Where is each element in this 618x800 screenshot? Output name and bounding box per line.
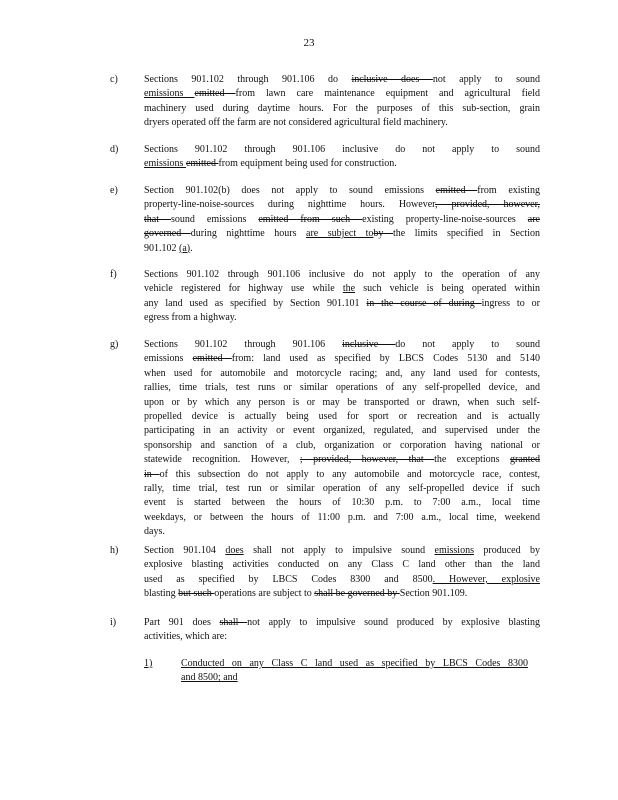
text-run: Sections 901.102 through 901.106 do [144,74,352,85]
text-line [144,242,540,256]
text-line [144,338,540,352]
text-run: rallies, time trials, test runs or similar operations of any self-propelled device, and [144,382,540,394]
text-line [144,297,540,311]
item-text [144,184,540,256]
text-line [144,87,540,101]
deleted-text: emitted [192,353,232,365]
text-line [144,311,540,325]
deleted-text: , provided, however, [435,199,541,211]
deleted-text: in [144,468,160,480]
text-line [144,544,540,558]
text-run: from existing [477,185,540,196]
deleted-text: ; provided, however, that [299,454,435,466]
deleted-text: that [144,213,171,225]
deleted-text: but such [178,588,215,600]
text-line [144,381,540,395]
text-line [144,227,540,241]
item-label: i) [110,617,117,628]
text-run: sound emissions [171,213,259,225]
text-run: participating in an activity or event organized, regulated, and supervised under the [144,425,540,437]
text-run: property-line-noise-sources during nighttime hours. However [144,199,436,211]
inserted-text: emissions [144,88,195,100]
inserted-text: emissions [144,158,186,170]
text-line [144,157,540,171]
text-line [144,468,540,482]
text-run: Section 901.104 [144,545,226,556]
text-line [144,511,540,525]
text-line [181,671,528,685]
text-run: of this subsection do not apply to any automobile and motorcycle race, contest, [159,468,541,480]
item-text [144,544,540,602]
text-line [144,143,540,157]
inserted-text: (a) [179,242,191,254]
text-run: machinery used during daytime hours. For the purposes of this sub-section, grain [144,102,540,114]
text-line [144,525,540,539]
text-line [144,73,540,87]
text-run: the limits specified in Section [392,228,540,240]
text-run: . [190,242,193,254]
text-run: days. [144,526,165,538]
text-run: Section 901.102(b) does not apply to sound emissions [144,185,436,196]
text-run: Sections 901.102 through 901.106 inclusive do not apply to the operation of any [144,269,540,280]
inserted-text: are subject to [306,228,374,240]
text-line [144,496,540,510]
text-run: Conducted on any Class C land used as specified by LBCS Codes 8300 [181,658,528,669]
item-text [144,268,540,326]
item-text [144,73,540,131]
deleted-text: shall [219,617,248,628]
text-run: rally, time trial, test run or similar operation of any self-propelled device if such [144,483,540,495]
text-run: Section 901.109. [399,588,468,600]
text-run: weekdays, or between the hours of 11:00 p.m. and 7:00 a.m., local time, weekend [144,511,540,523]
text-run: Sections 901.102 through 901.106 inclusive do not apply to sound [144,144,540,155]
text-run: ingress to or [481,297,540,309]
inserted-text: does [225,545,244,556]
text-line [144,352,540,366]
text-run: during nighttime hours [190,228,307,240]
text-run: existing property-line-noise-sources [362,213,528,225]
text-line [144,453,540,467]
text-line [144,213,540,227]
text-run: when used for automobile and motorcycle racing; and, any land used for contests, [144,367,540,379]
text-run: not apply to impulsive sound produced by explosive blasting [247,617,540,628]
text-line [144,587,540,601]
deleted-text: inclusive does [351,74,433,85]
text-run: egress from a highway. [144,312,237,324]
text-run: not apply to sound [432,74,541,85]
text-run: explosive blasting activities conducted on any Class C land other than the land [144,559,540,571]
text-line [144,482,540,496]
text-run: from equipment being used for construction. [218,158,397,170]
text-line [144,184,540,198]
deleted-text: governed [144,228,191,240]
item-text [144,143,540,172]
deleted-text: are [527,213,540,225]
text-run: propelled device is actually being used for sport or recreation and is actually [144,411,540,423]
page-number: 23 [303,37,315,49]
text-run: emissions [144,353,193,365]
text-run: do not apply to sound [395,339,540,350]
deleted-text: emitted [194,88,236,100]
inserted-text: emissions [434,545,474,556]
text-run: used as specified by LBCS Codes 8300 and 8500 [144,573,433,585]
text-run: vehicle registered for highway use while [144,283,343,295]
text-line [144,367,540,381]
item-label: g) [110,339,119,350]
text-line [144,616,540,630]
text-line [144,102,540,116]
text-line [144,410,540,424]
text-line [181,657,528,671]
text-run: Part 901 does [144,617,220,628]
text-line [144,573,540,587]
deleted-text: shall be governed by [314,588,400,600]
text-run: sponsorship and sanction of a club, organization or corporation having national or [144,439,540,451]
inserted-text: the [342,283,356,295]
text-run: produced by [473,545,540,556]
text-run: statewide recognition. However, [144,454,300,466]
item-label: e) [110,185,118,196]
item-text [144,338,540,540]
text-run: such vehicle is being operated within [355,283,540,295]
item-label: d) [110,144,119,155]
text-run: shall not apply to impulsive sound [243,545,435,556]
item-text [144,616,540,645]
item-label: c) [110,74,118,85]
text-run: blasting [144,588,179,600]
inserted-text: . However, explosive [432,573,540,585]
deleted-text: emitted [435,185,478,196]
text-line [144,268,540,282]
text-run: the exceptions [434,454,510,466]
text-line [144,282,540,296]
text-line [144,424,540,438]
deleted-text: inclusive [342,339,396,350]
deleted-text: in the course of during [366,297,482,309]
text-run: operations are subject to [214,588,315,600]
text-run: from lawn care maintenance equipment and agricultural field [235,88,540,100]
text-line [144,198,540,212]
text-run: upon or by which any person is or may be transported or drawn, when such self- [144,396,540,408]
text-run: and 8500; and [181,672,238,684]
subitem-text [181,657,528,686]
item-label: f) [110,269,117,280]
text-run: dryers operated off the farm are not considered agricultural field machinery. [144,117,448,129]
text-line [144,630,540,644]
text-line [144,116,540,130]
text-run: event is started between the hours of 10:30 p.m. to 7:00 a.m., local time [144,497,540,509]
deleted-text: emitted [185,158,219,170]
text-run: Sections 901.102 through 901.106 [144,339,343,350]
deleted-text: by [373,228,393,240]
deleted-text: granted [509,454,540,466]
text-line [144,439,540,453]
text-run: activities, which are: [144,631,228,643]
text-run: 901.102 [144,242,179,254]
text-run: from: land used as specified by LBCS Codes 5130 and 5140 [231,353,540,365]
deleted-text: emitted from such [258,213,363,225]
text-run: any land used as specified by Section 901.101 [144,297,367,309]
subitem-label: 1) [144,658,153,669]
text-line [144,558,540,572]
item-label: h) [110,545,119,556]
text-line [144,396,540,410]
